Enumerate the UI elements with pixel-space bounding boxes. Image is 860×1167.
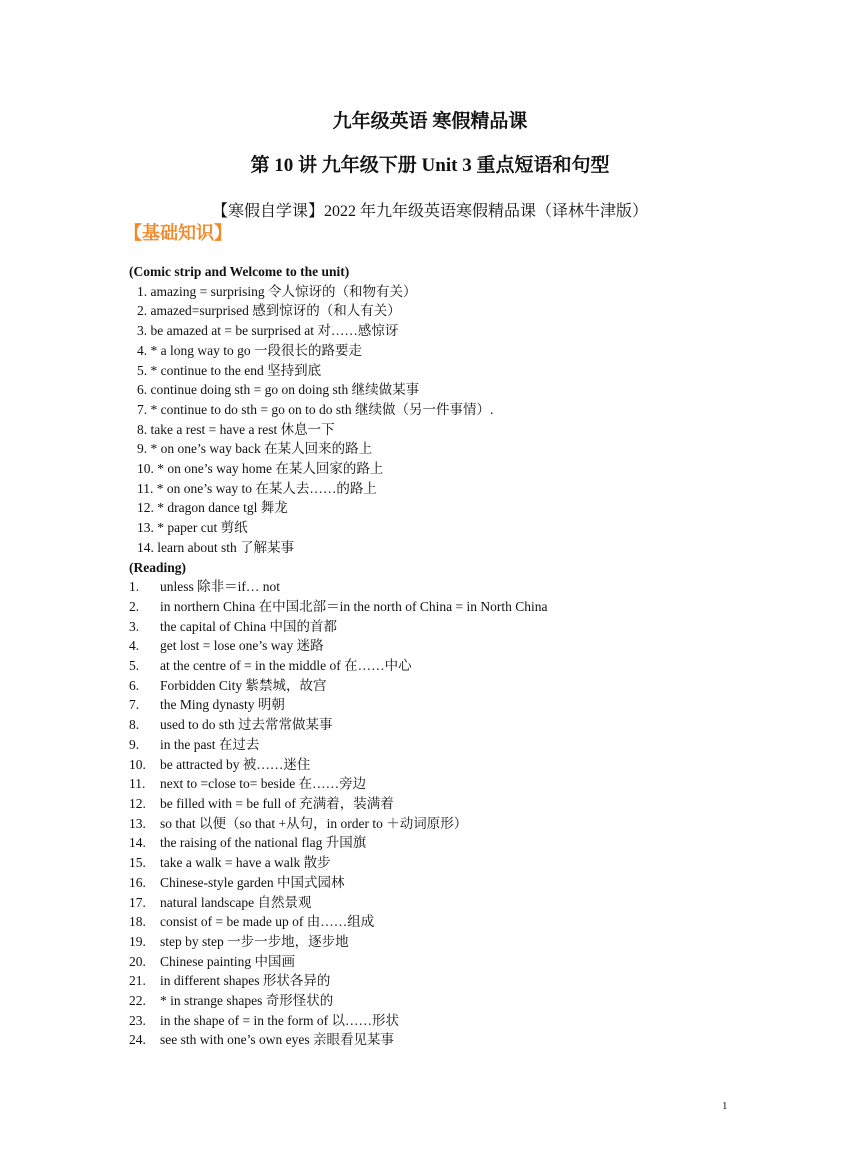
list-item: 6. continue doing sth = go on doing sth 继续做某事 xyxy=(137,382,420,398)
lecture-title: 第 10 讲 九年级下册 Unit 3 重点短语和句型 xyxy=(250,155,610,176)
list-item xyxy=(129,932,547,952)
document-title: 九年级英语 寒假精品课 xyxy=(332,111,528,132)
list-item xyxy=(129,577,547,597)
list-item xyxy=(129,695,547,715)
list-item: 5. * continue to the end 坚持到底 xyxy=(137,362,322,378)
list-item: 1. amazing = surprising 令人惊讶的（和物有关） xyxy=(137,283,417,299)
phrase-list xyxy=(129,262,547,1050)
item-text: the capital of China 中国的首都 xyxy=(160,618,337,634)
item-number: 7. xyxy=(129,697,140,713)
item-number: 11. xyxy=(129,776,146,792)
list-item xyxy=(129,853,547,873)
item-number: 9. xyxy=(129,736,140,752)
list-item xyxy=(129,676,547,696)
list-item xyxy=(129,735,547,755)
item-number: 15. xyxy=(129,855,146,871)
list-item: 11. * on one’s way to 在某人去……的路上 xyxy=(137,480,377,496)
list-item xyxy=(129,1011,547,1031)
item-text: take a walk = have a walk 散步 xyxy=(160,855,331,871)
list-item xyxy=(129,991,547,1011)
item-number: 18. xyxy=(129,914,146,930)
item-number: 3. xyxy=(129,618,140,634)
item-number: 2. xyxy=(129,598,140,614)
list-item xyxy=(129,952,547,972)
item-text: the Ming dynasty 明朝 xyxy=(160,697,285,713)
item-number: 19. xyxy=(129,933,146,949)
list-item: 7. * continue to do sth = go on to do sth 继续做（另一件事情）. xyxy=(137,401,494,417)
item-number: 21. xyxy=(129,973,146,989)
item-text: used to do sth 过去常常做某事 xyxy=(160,717,333,733)
item-text: step by step 一步一步地，逐步地 xyxy=(160,933,349,949)
item-number: 16. xyxy=(129,874,146,890)
list-item: 8. take a rest = have a rest 休息一下 xyxy=(137,421,335,437)
item-number: 13. xyxy=(129,815,146,831)
list-item xyxy=(129,755,547,775)
item-text: in the past 在过去 xyxy=(160,736,260,752)
list-item: 3. be amazed at = be surprised at 对……感惊讶 xyxy=(137,323,399,339)
reading-section-heading: (Reading) xyxy=(129,559,186,575)
list-item xyxy=(129,873,547,893)
item-text: Chinese-style garden 中国式园林 xyxy=(160,874,345,890)
item-number: 17. xyxy=(129,894,146,910)
item-number: 14. xyxy=(129,835,146,851)
item-text: Forbidden City 紫禁城，故宫 xyxy=(160,677,327,693)
list-item xyxy=(129,597,547,617)
list-item xyxy=(129,636,547,656)
list-item xyxy=(129,794,547,814)
item-number: 5. xyxy=(129,658,140,674)
item-number: 1. xyxy=(129,579,140,595)
list-item: 14. learn about sth 了解某事 xyxy=(137,539,295,555)
section-heading: 【基础知识】 xyxy=(124,223,232,244)
comic-section-heading: (Comic strip and Welcome to the unit) xyxy=(129,264,350,279)
page-number: 1 xyxy=(722,1100,728,1112)
item-text: the raising of the national flag 升国旗 xyxy=(160,835,367,851)
item-text: at the centre of = in the middle of 在……中心 xyxy=(160,658,412,674)
item-number: 10. xyxy=(129,756,146,772)
item-text: in the shape of = in the form of 以……形状 xyxy=(160,1012,399,1028)
list-item xyxy=(129,656,547,676)
document-subtitle: 【寒假自学课】2022 年九年级英语寒假精品课（译林牛津版） xyxy=(211,203,648,220)
list-item xyxy=(129,971,547,991)
list-item: 10. * on one’s way home 在某人回家的路上 xyxy=(137,461,384,477)
item-number: 8. xyxy=(129,717,140,733)
item-number: 20. xyxy=(129,953,146,969)
item-text: get lost = lose one’s way 迷路 xyxy=(160,638,324,654)
list-item xyxy=(129,1030,547,1050)
list-item: 12. * dragon dance tgl 舞龙 xyxy=(137,500,288,516)
list-item xyxy=(129,814,547,834)
item-text: be filled with = be full of 充满着，装满着 xyxy=(160,795,394,811)
list-item: 9. * on one’s way back 在某人回来的路上 xyxy=(137,441,373,457)
item-number: 6. xyxy=(129,677,140,693)
item-text: unless 除非＝if… not xyxy=(160,579,280,595)
list-item: 2. amazed=surprised 感到惊讶的（和人有关） xyxy=(137,303,401,319)
item-text: * in strange shapes 奇形怪状的 xyxy=(160,993,334,1009)
item-text: so that 以便（so that +从句，in order to ＋动词原形） xyxy=(160,815,468,831)
list-item xyxy=(129,912,547,932)
list-item xyxy=(129,893,547,913)
list-item xyxy=(129,774,547,794)
list-item xyxy=(129,833,547,853)
item-number: 4. xyxy=(129,638,140,654)
item-text: consist of = be made up of 由……组成 xyxy=(160,914,375,930)
list-item: 4. * a long way to go 一段很长的路要走 xyxy=(137,342,362,358)
item-text: Chinese painting 中国画 xyxy=(160,953,295,969)
item-number: 22. xyxy=(129,993,146,1009)
item-text: in different shapes 形状各异的 xyxy=(160,973,331,989)
item-text: natural landscape 自然景观 xyxy=(160,894,312,910)
item-number: 24. xyxy=(129,1032,146,1048)
item-number: 23. xyxy=(129,1012,146,1028)
list-item: 13. * paper cut 剪纸 xyxy=(137,520,248,536)
item-text: see sth with one’s own eyes 亲眼看见某事 xyxy=(160,1032,394,1048)
item-text: in northern China 在中国北部＝in the north of China = in North China xyxy=(160,598,548,614)
item-text: be attracted by 被……迷住 xyxy=(160,756,311,772)
item-text: next to =close to= beside 在……旁边 xyxy=(160,776,367,792)
item-number: 12. xyxy=(129,795,146,811)
list-item xyxy=(129,617,547,637)
list-item xyxy=(129,715,547,735)
